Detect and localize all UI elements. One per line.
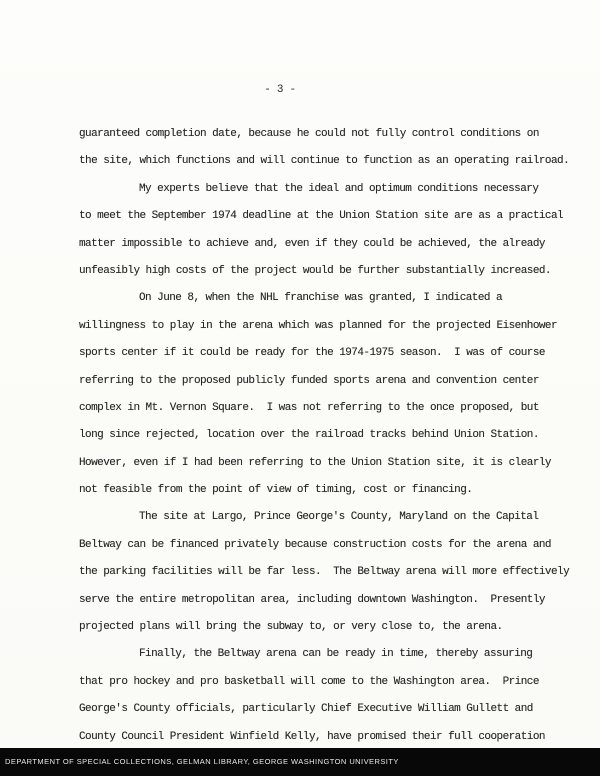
text-line: referring to the proposed publicly funded sports arena and convention center: [79, 374, 539, 387]
text-line: My experts believe that the ideal and optimum conditions necessary: [139, 182, 539, 195]
text-line: long since rejected, location over the railroad tracks behind Union Station.: [79, 429, 539, 442]
text-line: projected plans will bring the subway to, or very close to, the arena.: [79, 621, 503, 634]
text-line: Finally, the Beltway arena can be ready in time, thereby assuring: [139, 648, 533, 661]
text-line: George's County officials, particularly Chief Executive William Gullett and: [79, 703, 533, 716]
text-line: willingness to play in the arena which was planned for the projected Eisenhower: [79, 319, 558, 332]
text-line: Beltway can be financed privately because construction costs for the arena and: [79, 538, 551, 551]
text-line: complex in Mt. Vernon Square. I was not referring to the once proposed, but: [79, 401, 539, 414]
page-number: - 3 -: [264, 84, 296, 96]
text-line: County Council President Winfield Kelly, have promised their full cooperation: [79, 730, 545, 743]
text-line: to meet the September 1974 deadline at the Union Station site are as a practical: [79, 210, 564, 223]
text-line: that pro hockey and pro basketball will come to the Washington area. Prince: [79, 675, 539, 688]
text-line: the site, which functions and will continue to function as an operating railroad.: [79, 155, 570, 168]
text-line: not feasible from the point of view of timing, cost or financing.: [79, 484, 473, 497]
text-line: unfeasibly high costs of the project would be further substantially increased.: [79, 264, 551, 277]
document-text: [79, 121, 584, 751]
text-line: the parking facilities will be far less. The Beltway arena will more effectively: [79, 566, 570, 579]
text-line: matter impossible to achieve and, even if they could be achieved, the already: [79, 237, 545, 250]
text-line: However, even if I had been referring to the Union Station site, it is clearly: [79, 456, 551, 469]
text-line: The site at Largo, Prince George's County, Maryland on the Capital: [139, 511, 539, 524]
archive-footer-bar: [0, 748, 600, 776]
text-line: serve the entire metropolitan area, including downtown Washington. Presently: [79, 593, 545, 606]
text-line: sports center if it could be ready for the 1974-1975 season. I was of course: [79, 347, 545, 360]
archive-credit-line: DEPARTMENT OF SPECIAL COLLECTIONS, GELMAN LIBRARY, GEORGE WASHINGTON UNIVERSITY: [5, 757, 399, 766]
text-line: guaranteed completion date, because he could not fully control conditions on: [79, 128, 539, 140]
text-line: On June 8, when the NHL franchise was granted, I indicated a: [139, 292, 503, 305]
